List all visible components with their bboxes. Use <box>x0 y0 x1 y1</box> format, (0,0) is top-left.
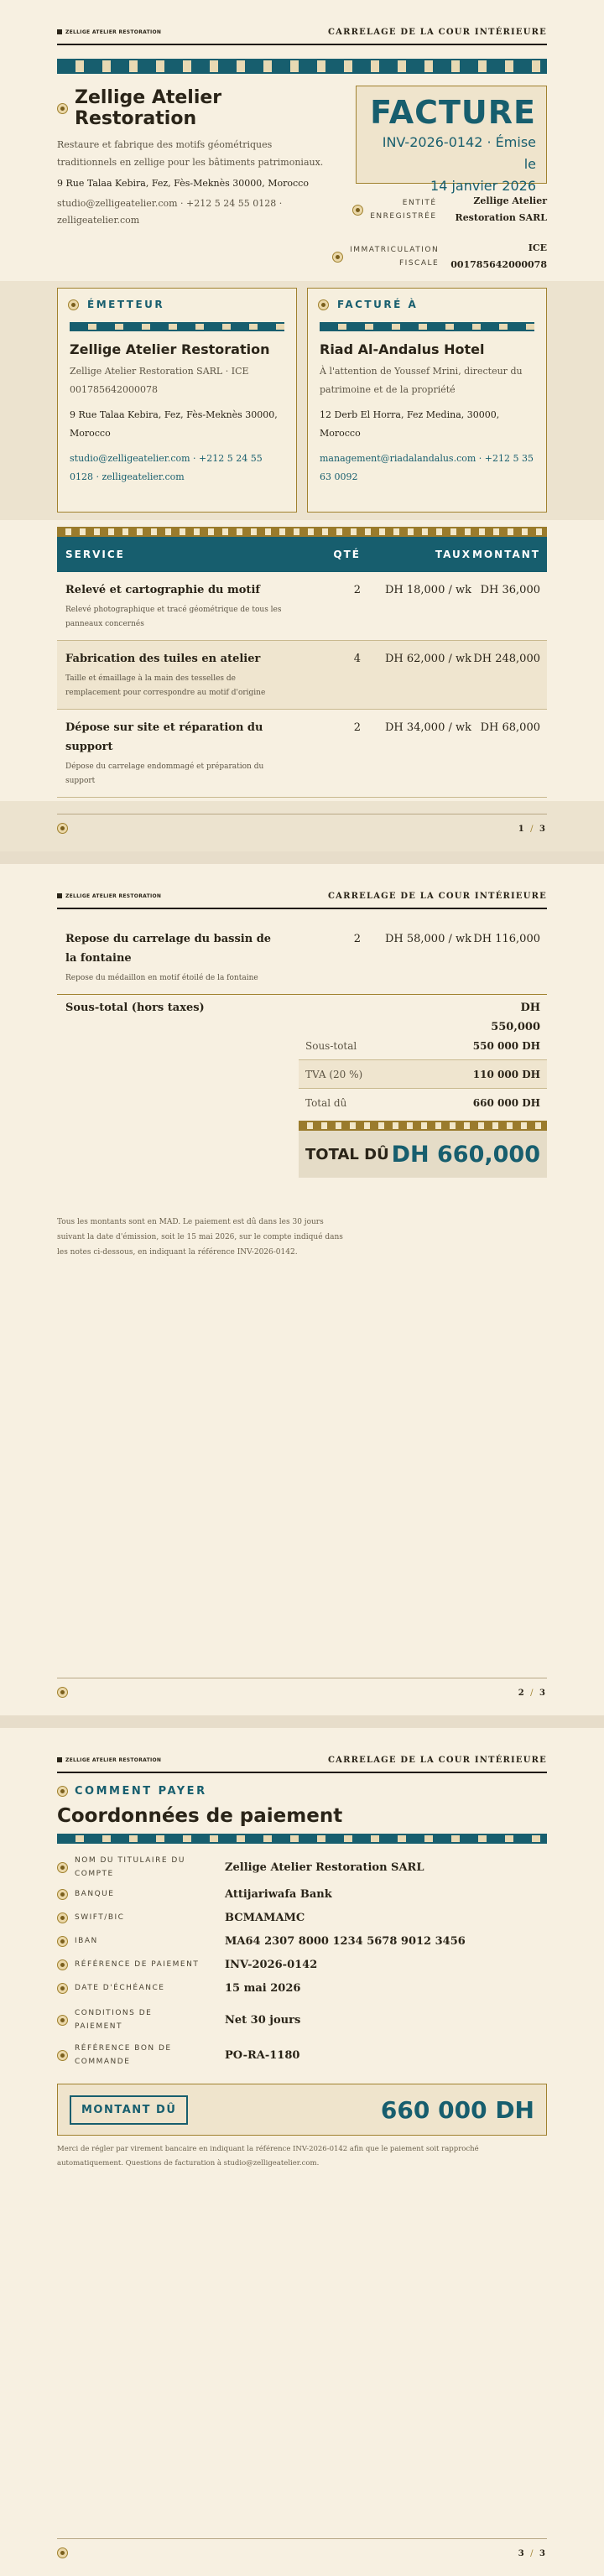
meta-reg-value2: 001785642000078 <box>450 259 547 270</box>
payment-key <box>57 1981 225 1995</box>
payment-value: 15 mai 2026 <box>225 1981 301 1995</box>
brand-mark-icon <box>57 893 62 898</box>
billed-name: Riad Al-Andalus Hotel <box>320 341 485 357</box>
seller-name: Zellige Atelier Restoration <box>75 87 222 129</box>
totals-block <box>299 1032 547 1178</box>
zellige-band <box>57 1834 547 1844</box>
totals-sub-label: Sous-total <box>305 1039 357 1052</box>
page-current: 2 <box>518 1689 526 1698</box>
brand-mark-icon <box>57 29 62 34</box>
payment-value: MA64 2307 8000 1234 5678 9012 3456 <box>225 1934 466 1948</box>
billed-attention: À l'attention de Youssef Mrini, directeur du patrimoine et de la propriété <box>320 366 523 395</box>
meta-registration <box>329 240 547 273</box>
meta-reg-value <box>450 240 547 273</box>
payment-row <box>57 1934 466 1948</box>
payment-value: Net 30 jours <box>225 2013 301 2027</box>
row-amount: DH 116,000 <box>473 933 540 945</box>
amount-due-value: 660 000 DH <box>380 2095 534 2124</box>
page-current: 3 <box>518 2549 526 2558</box>
payment-key <box>57 1887 225 1901</box>
page-footer <box>57 814 547 834</box>
meta-entity <box>329 193 547 226</box>
payment-eyebrow <box>57 1785 207 1798</box>
grand-total <box>299 1131 547 1178</box>
payment-row <box>57 1854 424 1881</box>
payment-value: BCMAMAMC <box>225 1911 305 1924</box>
payment-key-line1: SWIFT/BIC <box>75 1913 125 1922</box>
rosette-icon <box>57 1889 68 1900</box>
row-desc <box>57 580 317 632</box>
totals-tax <box>299 1060 547 1089</box>
payment-row <box>57 1911 305 1924</box>
payment-key <box>57 2006 225 2033</box>
page-number <box>518 2549 547 2558</box>
col-amount: MONTANT <box>472 549 540 560</box>
rosette-icon <box>57 1983 68 1994</box>
invoice-number: INV-2026-0142 · Émise le <box>382 134 536 172</box>
payment-key-line2: PAIEMENT <box>75 2022 123 2031</box>
billed-card <box>307 288 547 513</box>
subtotal-value: DH 550,000 <box>491 1002 540 1033</box>
col-rate: TAUX <box>435 549 471 560</box>
billed-heading: FACTURÉ À <box>337 299 419 310</box>
row-desc <box>57 929 317 986</box>
col-qty: QTÉ <box>333 549 361 560</box>
payment-key-line1: IBAN <box>75 1937 98 1945</box>
running-brand-text: ZELLIGE ATELIER RESTORATION <box>65 892 162 899</box>
billed-contact: management@riadalandalus.com · +212 5 35 63 0092 <box>320 453 534 482</box>
payment-row <box>57 1887 332 1901</box>
invoice-page-3 <box>0 1728 604 2576</box>
row-note: Taille et émaillage à la main des tesselles de remplacement pour correspondre au motif d'origine <box>65 674 266 697</box>
row-rate: DH 18,000 / wk <box>384 584 471 596</box>
rosette-icon <box>57 1786 68 1797</box>
grand-total-value: DH 660,000 <box>391 1141 540 1168</box>
meta-reg-label <box>350 243 439 270</box>
rosette-icon <box>57 2015 68 2026</box>
row-qty: 2 <box>353 584 361 596</box>
payment-key-line1: NOM DU TITULAIRE DU <box>75 1856 185 1865</box>
payment-title: Coordonnées de paiement <box>57 1805 343 1827</box>
page-gap <box>0 1715 604 1728</box>
rosette-icon <box>57 823 68 834</box>
running-title: CARRELAGE DE LA COUR INTÉRIEURE <box>328 891 547 901</box>
seller-block <box>57 87 334 229</box>
gold-band <box>57 527 547 537</box>
invoice-title: FACTURE <box>370 94 536 131</box>
issuer-contact: studio@zelligeatelier.com · +212 5 24 55 0128 · zelligeatelier.com <box>70 453 263 482</box>
payment-key <box>57 1911 225 1924</box>
meta-reg-label1: IMMATRICULATION <box>350 246 440 254</box>
billed-address: 12 Derb El Horra, Fez Medina, 30000, Morocco <box>320 409 500 439</box>
row-desc <box>57 649 317 700</box>
rosette-icon <box>57 1959 68 1970</box>
totals-due <box>299 1089 547 1117</box>
brand-mark-icon <box>57 1757 62 1762</box>
meta-entity-label2: ENREGISTRÉE <box>370 212 437 221</box>
payment-row <box>57 2006 300 2033</box>
table-row <box>57 921 547 995</box>
issuer-address: 9 Rue Talaa Kebira, Fez, Fès-Meknès 30000, Morocco <box>70 409 278 439</box>
rosette-icon <box>57 1912 68 1923</box>
row-title: Relevé et cartographie du motif <box>65 584 260 596</box>
col-service: SERVICE <box>65 549 125 560</box>
subtotal-label: Sous-total (hors taxes) <box>65 1002 205 1014</box>
running-brand <box>57 1757 161 1763</box>
amount-due-box <box>57 2084 547 2136</box>
rosette-icon <box>57 1936 68 1947</box>
payment-key-text <box>75 2006 152 2033</box>
meta-entity-label <box>370 196 436 223</box>
page-footer <box>57 2538 547 2558</box>
meta-reg-label2: FISCALE <box>399 259 440 268</box>
payment-value: Attijariwafa Bank <box>225 1887 332 1901</box>
meta-entity-value1: Zellige Atelier <box>473 195 547 206</box>
page-number <box>518 1689 547 1698</box>
running-title: CARRELAGE DE LA COUR INTÉRIEURE <box>328 1755 547 1765</box>
page-footer <box>57 1678 547 1698</box>
row-qty: 4 <box>353 653 361 665</box>
running-brand <box>57 893 161 899</box>
meta-entity-value <box>456 193 547 226</box>
payment-terms-note: Tous les montants sont en MAD. Le paiement est dû dans les 30 jours suivant la date d'émission, soit le 15 mai 2026, sur le compte indiqué dans les notes ci-dessous, en indiquant la référence INV-2026-0142. <box>57 1218 343 1257</box>
issuer-legal: Zellige Atelier Restoration SARL · ICE 001785642000078 <box>70 366 249 395</box>
payment-key-line1: RÉFÉRENCE BON DE <box>75 2044 172 2053</box>
row-qty: 2 <box>353 933 361 945</box>
row-rate: DH 34,000 / wk <box>384 721 471 734</box>
rosette-icon <box>352 205 363 216</box>
seller-contact-line2: zelligeatelier.com <box>57 215 140 226</box>
payment-key-text <box>75 1854 185 1881</box>
row-qty: 2 <box>353 721 361 734</box>
rosette-icon <box>57 1687 68 1698</box>
row-desc <box>57 718 317 788</box>
table-row <box>57 641 547 710</box>
payment-key-text <box>75 2042 172 2069</box>
payment-key <box>57 1854 225 1881</box>
rosette-icon <box>332 252 343 263</box>
seller-address: 9 Rue Talaa Kebira, Fez, Fès-Meknès 30000, Morocco <box>57 178 309 189</box>
zellige-band <box>320 322 534 331</box>
meta-entity-label1: ENTITÉ <box>402 199 437 207</box>
payment-key-line2: COMMANDE <box>75 2058 131 2066</box>
page-total: 3 <box>539 1689 547 1698</box>
payment-footer-note: Merci de régler par virement bancaire en indiquant la référence INV-2026-0142 afin que le paiement soit rapproché automatiquement. Questions de facturation à studio@zelligeatelier.com. <box>57 2145 479 2167</box>
seller-contact <box>57 195 334 229</box>
payment-row <box>57 2042 299 2069</box>
totals-tax-value: 110 000 DH <box>472 1068 540 1080</box>
running-brand <box>57 29 161 35</box>
grand-total-label: TOTAL DÛ <box>305 1145 389 1163</box>
invoice-page-1 <box>0 0 604 851</box>
payment-key <box>57 1958 225 1971</box>
totals-tax-label: TVA (20 %) <box>305 1068 363 1080</box>
issuer-name: Zellige Atelier Restoration <box>70 341 270 357</box>
zellige-band <box>70 322 284 331</box>
billed-heading-row <box>318 299 534 310</box>
totals-subtotal <box>299 1032 547 1060</box>
row-amount: DH 68,000 <box>480 721 540 734</box>
running-brand-text: ZELLIGE ATELIER RESTORATION <box>65 29 162 35</box>
payment-key <box>57 2042 225 2069</box>
services-table-continued <box>57 921 547 1047</box>
running-title: CARRELAGE DE LA COUR INTÉRIEURE <box>328 27 547 37</box>
rosette-icon <box>57 2050 68 2061</box>
running-brand-text: ZELLIGE ATELIER RESTORATION <box>65 1756 162 1763</box>
services-table <box>57 527 547 798</box>
totals-sub-value: 550 000 DH <box>472 1039 540 1052</box>
issuer-heading: ÉMETTEUR <box>87 299 165 310</box>
payment-row <box>57 1958 317 1971</box>
zellige-band <box>57 59 547 74</box>
page-gap <box>0 851 604 864</box>
row-amount: DH 248,000 <box>473 653 540 665</box>
row-title: Fabrication des tuiles en atelier <box>65 653 261 665</box>
issuer-card <box>57 288 297 513</box>
row-title: Dépose sur site et réparation du support <box>65 721 263 753</box>
payment-key-line2: COMPTE <box>75 1870 114 1878</box>
page-sep: / <box>530 2549 535 2558</box>
payment-key-line1: CONDITIONS DE <box>75 2009 153 2017</box>
page-total: 3 <box>539 825 547 834</box>
row-title: Repose du carrelage du bassin de la fontaine <box>65 933 272 965</box>
row-amount: DH 36,000 <box>480 584 540 596</box>
row-note: Repose du médaillon en motif étoilé de la fontaine <box>65 974 258 982</box>
totals-due-label: Total dû <box>305 1097 347 1109</box>
row-rate: DH 58,000 / wk <box>384 933 471 945</box>
running-header <box>57 884 547 909</box>
payment-eyebrow-text: COMMENT PAYER <box>75 1785 207 1798</box>
rosette-icon <box>57 2547 68 2558</box>
parties-section <box>0 281 604 520</box>
row-note: Dépose du carrelage endommagé et préparation du support <box>65 762 264 785</box>
page-sep: / <box>530 825 535 834</box>
seller-name-row <box>57 87 334 129</box>
invoice-title-box <box>356 86 547 194</box>
rosette-icon <box>68 299 79 310</box>
gold-band <box>299 1121 547 1131</box>
payment-value: INV-2026-0142 <box>225 1958 318 1971</box>
payment-key-line1: BANQUE <box>75 1890 115 1898</box>
row-note: Relevé photographique et tracé géométrique de tous les panneaux concernés <box>65 606 282 628</box>
table-row <box>57 572 547 641</box>
amount-due-badge: MONTANT DÛ <box>70 2095 188 2125</box>
invoice-page-2 <box>0 864 604 1715</box>
page-total: 3 <box>539 2549 547 2558</box>
payment-key-line1: DATE D'ÉCHÉANCE <box>75 1984 165 1992</box>
meta-entity-value2: Restoration SARL <box>455 212 547 223</box>
payment-row <box>57 1981 300 1995</box>
running-header <box>57 20 547 45</box>
payment-key-line1: RÉFÉRENCE DE PAIEMENT <box>75 1960 200 1969</box>
issuer-heading-row <box>68 299 284 310</box>
rosette-icon <box>57 103 68 114</box>
payment-value: Zellige Atelier Restoration SARL <box>225 1860 424 1874</box>
meta-reg-value1: ICE <box>528 242 547 253</box>
page-current: 1 <box>518 825 526 834</box>
payment-value: PO-RA-1180 <box>225 2048 300 2062</box>
totals-due-value: 660 000 DH <box>472 1097 540 1109</box>
invoice-date: 14 janvier 2026 <box>430 178 536 194</box>
page-sep: / <box>530 1689 535 1698</box>
page-number <box>518 825 547 834</box>
rosette-icon <box>318 299 329 310</box>
seller-tagline: Restaure et fabrique des motifs géométriques traditionnels en zellige pour les bâtiments patrimoniaux. <box>57 139 324 168</box>
table-row <box>57 710 547 798</box>
seller-contact-line1: studio@zelligeatelier.com · +212 5 24 55 0128 · <box>57 198 283 209</box>
row-rate: DH 62,000 / wk <box>384 653 471 665</box>
table-header <box>57 537 547 572</box>
running-header <box>57 1748 547 1773</box>
rosette-icon <box>57 1862 68 1873</box>
payment-key <box>57 1934 225 1948</box>
